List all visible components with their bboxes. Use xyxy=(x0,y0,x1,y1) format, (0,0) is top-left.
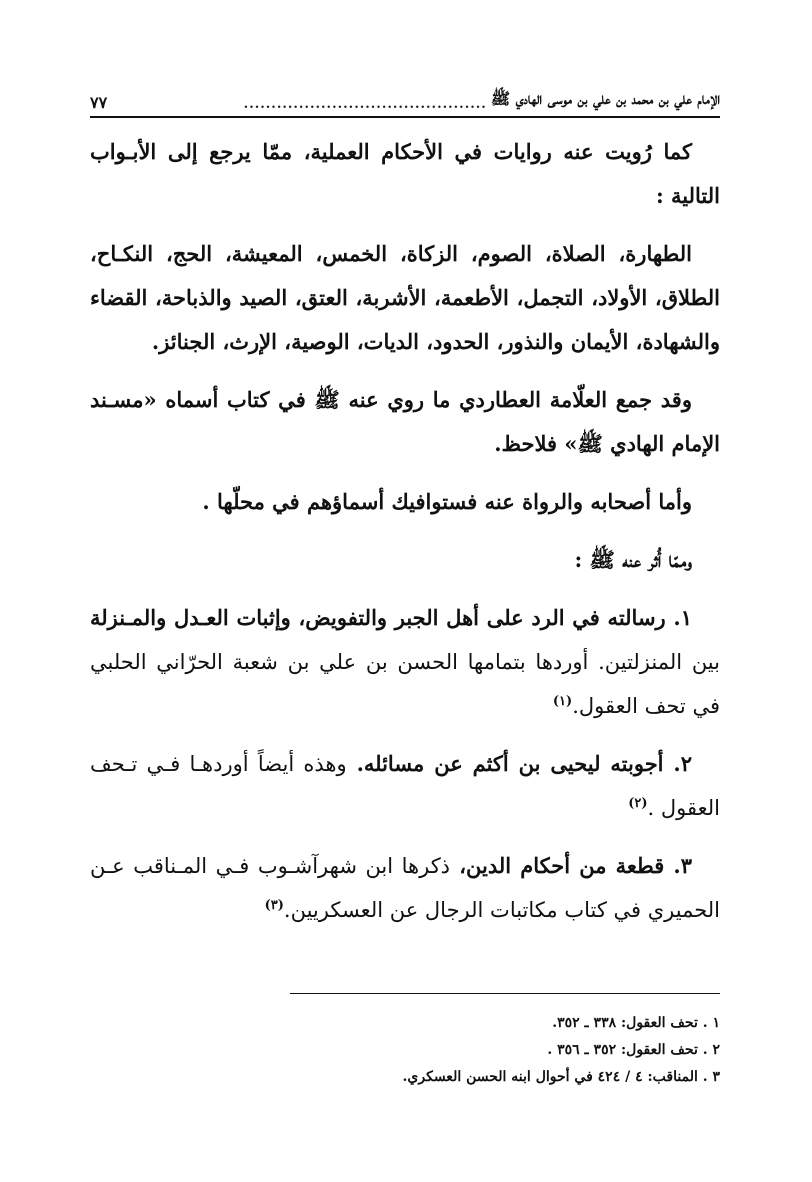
footnotes xyxy=(300,1010,720,1091)
list-item-3-text: ذكرها ابن شهرآشـوب فـي المـناقب عـن الحميري في كتاب مكاتبات الرجال عن العسكريين. xyxy=(90,854,720,922)
footnote-ref-3: (٣) xyxy=(264,898,284,913)
page-body xyxy=(90,118,720,932)
header-leader-dots: ............................................ xyxy=(243,97,487,112)
list-item-2-title: ٢. أجوبته ليحيى بن أكثم عن مسائله. xyxy=(356,751,693,776)
list-item-3 xyxy=(90,844,720,932)
footnote-separator xyxy=(290,993,720,994)
footnote-ref-1: (١) xyxy=(552,694,573,709)
footnote-ref-2: (٢) xyxy=(628,796,648,811)
list-item-2-text: وهذه أيضاً أوردهـا فـي تـحف العقول . xyxy=(90,752,720,820)
list-item-2 xyxy=(90,742,720,830)
paragraph-companions: وأما أصحابه والرواة عنه فستوافيك أسماؤهم في محلّها . xyxy=(202,489,692,514)
page xyxy=(90,70,720,946)
list-item-3-title: ٣. قطعة من أحكام الدين، xyxy=(459,853,693,878)
list-item-1-title: ١. رسالته في الرد على أهل الجبر والتفويض، وإثبات العـدل والمـنزلة xyxy=(90,605,692,630)
header-title: الإمام علي بن محمد بن علي بن موسى الهادي ﷺ xyxy=(490,89,720,108)
footnote-3: ٣ . المناقب: ٤ / ٤٢٤ في أحوال ابنه الحسن العسكري. xyxy=(402,1069,720,1085)
list-item-1-text: بين المنزلتين. أوردها بتمامها الحسن بن علي بن شعبة الحرّاني الحلبي في تحف العقول. xyxy=(90,650,720,718)
paragraph-chapters-list: الطهارة، الصلاة، الصوم، الزكاة، الخمس، المعيشة، الحج، النكـاح، الطلاق، الأولاد، التجمل، الأطعمة، الأشربة، العتق، الصيد والذباحة، القضاء والشهادة، الأيمان والنذور، الحدود، الديات، الوصية، الإرث، الجنائز. xyxy=(90,241,720,354)
footnote-1: ١ . تحف العقول: ٣٣٨ ـ ٣٥٢. xyxy=(552,1015,720,1031)
paragraph-transmitted: وممّا أُثر عنه ﷺ : xyxy=(574,547,692,572)
list-item-1 xyxy=(90,596,720,728)
paragraph-intro: كما رُويت عنه روايات في الأحكام العملية، ممّا يرجع إلى الأبـواب التالية : xyxy=(90,139,720,208)
footnote-2: ٢ . تحف العقول: ٣٥٢ ـ ٣٥٦ . xyxy=(547,1042,720,1058)
page-number: ٧٧ xyxy=(90,93,108,112)
running-header xyxy=(90,70,720,118)
paragraph-musnad: وقد جمع العلّامة العطاردي ما روي عنه ﷺ في كتاب أسماه «مسـند الإمام الهادي ﷺ» فلاحظ. xyxy=(90,387,720,456)
